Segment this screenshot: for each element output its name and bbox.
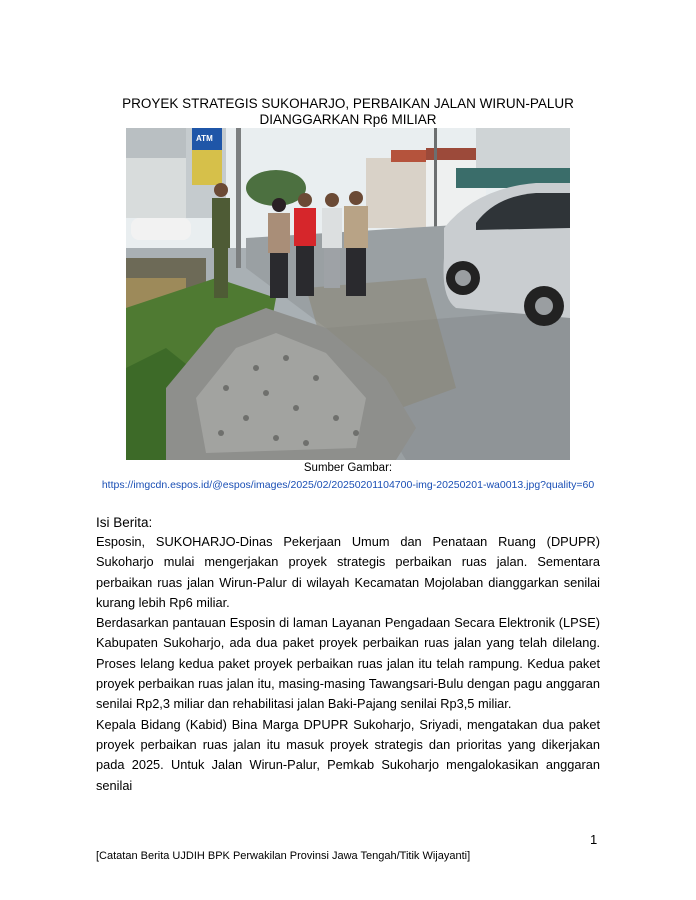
title-line-2: DIANGGARKAN Rp6 MILIAR — [259, 112, 437, 127]
article-body — [96, 532, 600, 796]
paragraph: Esposin, SUKOHARJO-Dinas Pekerjaan Umum dan Penataan Ruang (DPUPR) Sukoharjo mulai mengerjakan proyek strategis perbaikan ruas jalan. Sementara perbaikan ruas jalan Wirun-Palur di wilayah Kecamatan Mojolaban dianggarkan senilai kurang lebih Rp6 miliar. — [96, 534, 600, 610]
paragraph: Berdasarkan pantauan Esposin di laman Layanan Pengadaan Secara Elektronik (LPSE) Kabupaten Sukoharjo, ada dua paket proyek perbaikan ruas jalan yang telah dilelang. Proses lelang kedua paket proyek perbaikan ruas jalan itu telah rampung. Kedua paket proyek perbaikan ruas jalan itu, masing-masing Tawangsari-Bulu dengan pagu anggaran senilai Rp2,3 miliar dan rehabilitasi jalan Baki-Pajang senilai Rp3,5 miliar. — [96, 615, 600, 712]
paragraph: Kepala Bidang (Kabid) Bina Marga DPUPR Sukoharjo, Sriyadi, mengatakan dua paket proyek perbaikan ruas jalan itu masuk proyek strategis dan prioritas yang dikerjakan pada 2025. Untuk Jalan Wirun-Palur, Pemkab Sukoharjo mengalokasikan anggaran senilai — [96, 716, 600, 793]
news-photo — [126, 128, 570, 460]
footer-note: [Catatan Berita UJDIH BPK Perwakilan Provinsi Jawa Tengah/Titik Wijayanti] — [96, 850, 471, 862]
title-line-1: PROYEK STRATEGIS SUKOHARJO, PERBAIKAN JALAN WIRUN-PALUR — [122, 96, 574, 111]
document-title — [60, 96, 636, 128]
image-source-link[interactable]: https://imgcdn.espos.id/@espos/images/2025/02/20250201104700-img-20250201-wa0013.jpg?quality=60 — [101, 479, 595, 491]
atm-sign-text: ATM — [196, 134, 213, 143]
image-caption-label: Sumber Gambar: — [303, 462, 393, 474]
page-number: 1 — [590, 832, 598, 847]
section-label: Isi Berita: — [96, 515, 153, 530]
